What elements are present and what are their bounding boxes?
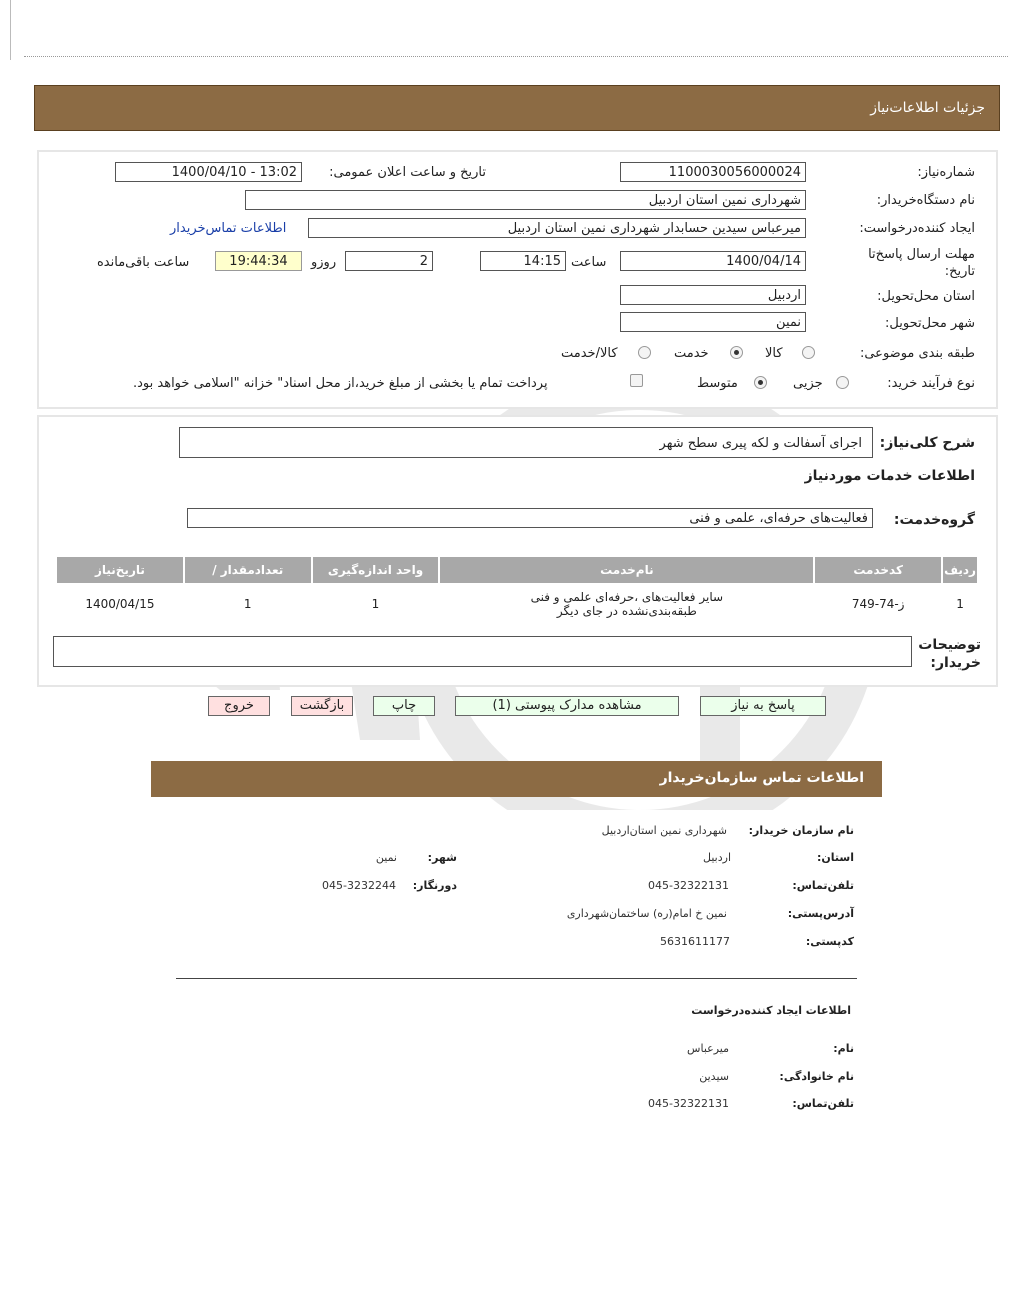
category-option-service: خدمت — [674, 346, 709, 361]
reply-button[interactable]: پاسخ به نیاز — [700, 696, 826, 716]
cell-name-line2: طبقه‌بندی‌نشده در جای دیگر — [556, 604, 697, 618]
contact-city-value: نمین — [375, 851, 397, 864]
need-number-label: شماره‌نیاز: — [917, 165, 975, 180]
view-attachments-button[interactable]: مشاهده مدارک پیوستی (1) — [455, 696, 679, 716]
process-label: نوع فرآیند خرید: — [887, 376, 975, 391]
col-quantity: تعدادمقدار / — [185, 557, 311, 583]
postal-value: 5631611177 — [660, 935, 730, 948]
buyer-contact-header — [151, 761, 882, 797]
phone-label: تلفن‌تماس: — [792, 879, 854, 892]
announce-label: تاریخ و ساعت اعلان عمومی: — [329, 165, 486, 180]
city-label: شهر محل‌تحویل: — [885, 316, 975, 331]
buyer-contact-link[interactable]: اطلاعات تماس‌خریدار — [170, 221, 287, 236]
category-radio-service[interactable] — [730, 346, 743, 359]
creator-phone-label: تلفن‌تماس: — [792, 1097, 854, 1110]
buyer-notes-label: توضیحات خریدار: — [918, 637, 981, 671]
category-option-goods: کالا — [765, 346, 783, 361]
page-header — [34, 85, 1000, 131]
cell-date: 1400/04/15 — [57, 585, 183, 623]
announce-field: 1400/04/10 - 13:02 — [115, 162, 302, 182]
phone-value: 045-32322131 — [648, 879, 729, 892]
fax-label: دورنگار: — [412, 879, 457, 892]
left-border-line — [10, 0, 11, 60]
province-label: استان محل‌تحویل: — [877, 289, 975, 304]
buyer-label: نام دستگاه‌خریدار: — [876, 193, 975, 208]
print-button[interactable]: چاپ — [373, 696, 435, 716]
creator-info-title: اطلاعات ایجاد کننده‌درخواست — [691, 1004, 851, 1017]
deadline-time-label: ساعت — [571, 255, 607, 270]
deadline-label: مهلت ارسال پاسخ‌تا تاریخ: — [868, 247, 975, 279]
process-option-medium: متوسط — [697, 376, 738, 391]
summary-label: شرح کلی‌نیاز: — [879, 435, 975, 451]
org-value: شهرداری نمین استان‌اردبیل — [601, 824, 727, 837]
col-unit: واحد اندازه‌گیری — [313, 557, 439, 583]
remaining-time-field: 19:44:34 — [215, 251, 302, 271]
city-field: نمین — [620, 312, 806, 332]
services-table — [55, 555, 979, 625]
fax-value: 045-3232244 — [322, 879, 396, 892]
col-name: نام‌خدمت — [440, 557, 813, 583]
category-option-goods-service: کالا/خدمت — [561, 346, 618, 361]
deadline-date-field: 1400/04/14 — [620, 251, 806, 271]
contact-province-value: اردبیل — [703, 851, 731, 864]
creator-name-value: میرعباس — [687, 1042, 729, 1055]
cell-name — [440, 585, 813, 623]
creator-phone-value: 045-32322131 — [648, 1097, 729, 1110]
col-date: تاریخ‌نیاز — [57, 557, 183, 583]
cell-row: 1 — [943, 585, 977, 623]
top-dotted-divider — [24, 56, 1008, 57]
org-label: نام سازمان خریدار: — [748, 824, 854, 837]
category-radio-goods-service[interactable] — [638, 346, 651, 359]
col-code: کدخدمت — [815, 557, 941, 583]
buyer-notes-field — [53, 636, 912, 667]
creator-field: میرعباس سیدین حسابدار شهرداری نمین استان اردبیل — [308, 218, 806, 238]
process-radio-medium[interactable] — [754, 376, 767, 389]
address-value: نمین خ امام(ره) ساختمان‌شهرداری — [566, 907, 727, 920]
back-button[interactable]: بازگشت — [291, 696, 353, 716]
creator-name-label: نام: — [833, 1042, 854, 1055]
buyer-contact-title: اطلاعات تماس سازمان‌خریدار — [659, 770, 864, 786]
creator-family-value: سیدین — [699, 1070, 729, 1083]
category-label: طبقه بندی موضوعی: — [859, 346, 975, 361]
process-radio-minor[interactable] — [836, 376, 849, 389]
address-label: آدرس‌پستی: — [787, 907, 854, 920]
contact-divider — [176, 978, 857, 979]
cell-quantity: 1 — [185, 585, 311, 623]
postal-label: کدپستی: — [805, 935, 854, 948]
service-group-field: فعالیت‌های حرفه‌ای، علمی و فنی — [187, 508, 873, 528]
cell-unit: 1 — [313, 585, 439, 623]
exit-button[interactable]: خروج — [208, 696, 270, 716]
treasury-payment-note: پرداخت تمام یا بخشی از مبلغ خرید،از محل اسناد" خزانه "اسلامی خواهد بود. — [133, 376, 548, 391]
need-number-field: 1100030056000024 — [620, 162, 806, 182]
summary-field: اجرای آسفالت و لکه پیری سطح شهر — [179, 427, 873, 458]
cell-name-line1: سایر فعالیت‌های ،حرفه‌ای علمی و فنی — [530, 590, 724, 604]
services-title: اطلاعات خدمات موردنیاز — [804, 468, 975, 484]
days-label: روزو — [311, 255, 337, 270]
creator-family-label: نام خانوادگی: — [779, 1070, 854, 1083]
col-row: ردیف — [943, 557, 977, 583]
process-option-minor: جزیی — [793, 376, 823, 391]
remaining-time-label: ساعت باقی‌مانده — [97, 255, 190, 270]
treasury-payment-checkbox[interactable] — [630, 374, 643, 387]
category-radio-goods[interactable] — [802, 346, 815, 359]
deadline-time-field: 14:15 — [480, 251, 566, 271]
contact-province-label: استان: — [817, 851, 854, 864]
cell-code: ز-74-749 — [815, 585, 941, 623]
days-field: 2 — [345, 251, 433, 271]
buyer-field: شهرداری نمین استان اردبیل — [245, 190, 806, 210]
contact-city-label: شهر: — [427, 851, 457, 864]
province-field: اردبیل — [620, 285, 806, 305]
page-header-title: جزئیات اطلاعات‌نیاز — [870, 100, 985, 116]
service-group-label: گروه‌خدمت: — [893, 512, 975, 528]
creator-label: ایجاد کننده‌درخواست: — [859, 221, 975, 236]
table-row — [57, 585, 977, 623]
